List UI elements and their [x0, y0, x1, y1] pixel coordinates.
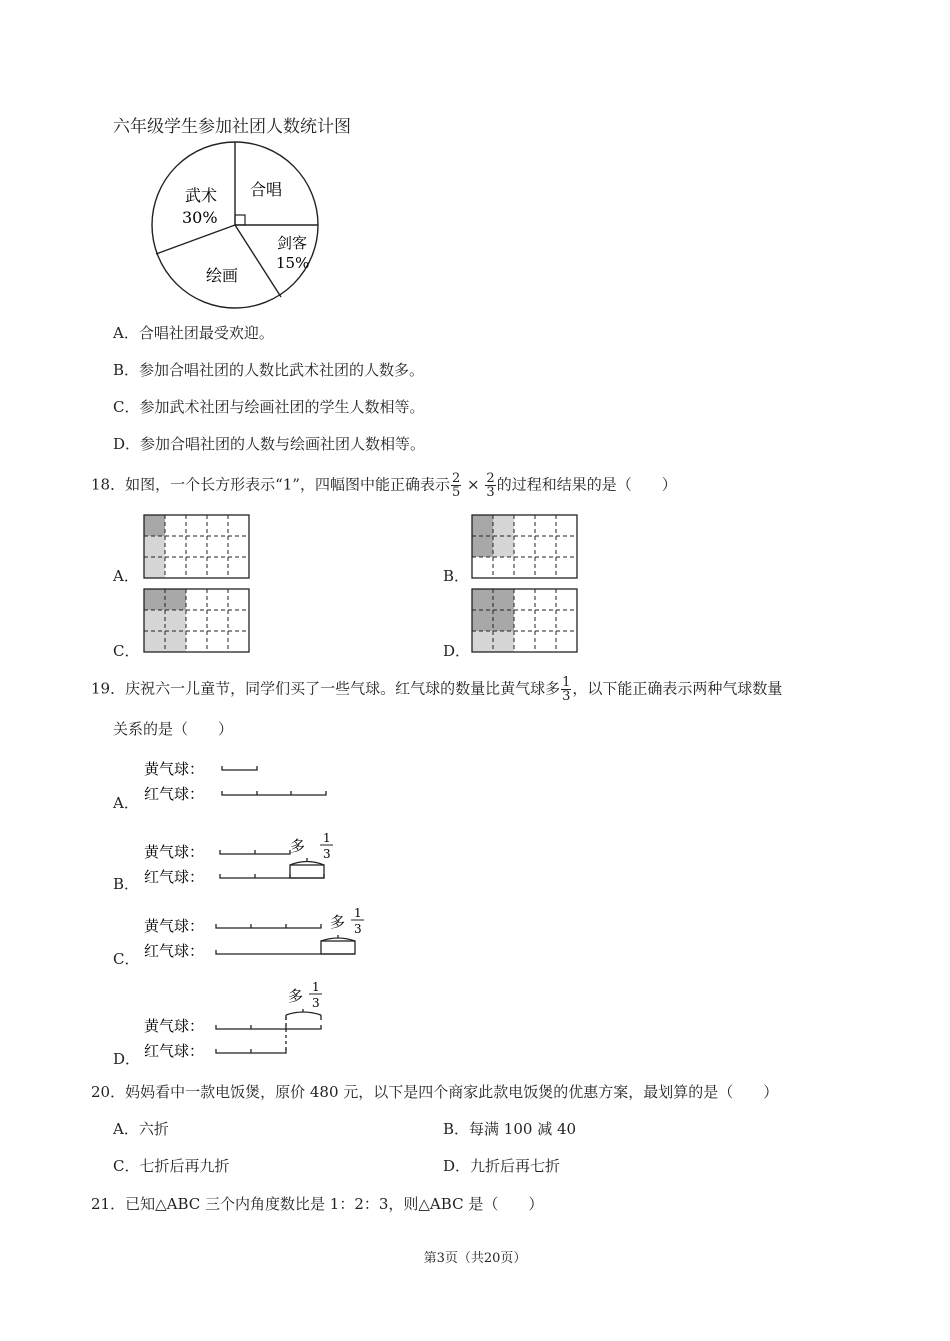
red-label: 红气球：	[144, 1042, 205, 1060]
pie-chart	[140, 135, 330, 320]
q17-option-d: D．参加合唱社团的人数与绘画社团人数相等。	[113, 435, 426, 453]
q18-fraction-1: $\frac{2}{5}$	[451, 471, 461, 500]
slice-label-chorus: 合唱	[250, 180, 283, 199]
pie-divider-left	[156, 225, 235, 254]
q18-grid-a	[143, 514, 251, 580]
more-den: 3	[323, 847, 331, 861]
right-angle-mark	[235, 215, 245, 225]
q19-diagram-a	[140, 757, 340, 807]
yellow-label: 黄气球：	[144, 1017, 205, 1035]
more-den: 3	[354, 922, 362, 936]
yellow-label: 黄气球：	[144, 843, 205, 861]
more-text: 多	[290, 837, 306, 855]
q18-grid-c	[143, 588, 251, 654]
page-footer: 第3页（共20页）	[423, 1251, 527, 1266]
red-label: 红气球：	[144, 942, 205, 960]
q18-stem	[91, 472, 677, 499]
yellow-bar	[220, 850, 290, 854]
more-num: 1	[354, 906, 362, 920]
yellow-label: 黄气球：	[144, 760, 205, 778]
q20-option-b: B．每满 100 减 40	[443, 1120, 577, 1138]
red-bar	[216, 1049, 286, 1053]
slice-label-painting: 绘画	[206, 266, 239, 285]
q19-stem-line2: 关系的是（ ）	[113, 720, 234, 738]
slice-label-fencing: 剑客	[277, 234, 308, 252]
q18-label-c: C．	[113, 642, 140, 660]
q18-stem-before: 18．如图，一个长方形表示“1”，四幅图中能正确表示	[91, 475, 450, 494]
q17-option-a: A．合唱社团最受欢迎。	[113, 324, 274, 342]
more-num: 1	[323, 831, 331, 845]
q17-option-b: B．参加合唱社团的人数比武术社团的人数多。	[113, 361, 425, 379]
q18-label-d: D．	[443, 642, 471, 660]
q18-grid-b	[471, 514, 579, 580]
yellow-bar	[216, 924, 321, 928]
more-brace	[286, 1009, 321, 1020]
q19-diagram-c	[140, 903, 370, 963]
q19-stem-after: ，以下能正确表示两种气球数量	[572, 679, 783, 698]
red-label: 红气球：	[144, 785, 205, 803]
chart-title: 六年级学生参加社团人数统计图	[113, 117, 351, 137]
q20-option-c: C．七折后再九折	[113, 1157, 230, 1175]
q19-label-d: D．	[113, 1050, 141, 1068]
q18-times: ×	[467, 475, 480, 494]
slice-label-wushu: 武术	[185, 186, 218, 205]
slice-percent-fencing: 15%	[276, 254, 310, 272]
q19-stem-before: 19．庆祝六一儿童节，同学们买了一些气球。红气球的数量比黄气球多	[91, 679, 561, 698]
more-brace	[290, 858, 324, 865]
grid-cell-dark	[144, 515, 165, 536]
q18-label-b: B．	[443, 567, 470, 585]
q18-grid-d	[471, 588, 579, 654]
more-den: 3	[312, 996, 320, 1010]
q18-fraction-2: $\frac{2}{3}$	[486, 471, 495, 500]
slice-percent-wushu: 30%	[182, 208, 218, 227]
yellow-bar	[222, 766, 257, 770]
q20-option-d: D．九折后再七折	[443, 1157, 561, 1175]
pie-divider-bottom	[235, 225, 281, 297]
extra-box	[321, 941, 355, 954]
q18-label-a: A．	[113, 567, 139, 585]
extra-box	[290, 865, 324, 878]
yellow-bar	[216, 1025, 321, 1029]
q19-fraction: $\frac{1}{3}$	[562, 675, 571, 704]
q19-label-a: A．	[113, 794, 139, 812]
red-bar	[222, 791, 326, 795]
more-brace	[321, 935, 355, 941]
q20-option-a: A．六折	[113, 1120, 169, 1138]
red-label: 红气球：	[144, 868, 205, 886]
yellow-label: 黄气球：	[144, 917, 205, 935]
q19-diagram-b	[140, 825, 350, 890]
q18-stem-after: 的过程和结果的是（ ）	[496, 475, 677, 494]
more-num: 1	[312, 982, 320, 994]
more-text: 多	[330, 913, 346, 931]
q17-option-c: C．参加武术社团与绘画社团的学生人数相等。	[113, 398, 425, 416]
more-text: 多	[288, 987, 304, 1005]
q21-stem: 21．已知△ABC 三个内角度数比是 1：2：3，则△ABC 是（ ）	[91, 1195, 544, 1213]
q19-stem	[91, 676, 782, 703]
q20-stem: 20．妈妈看中一款电饭煲，原价 480 元，以下是四个商家此款电饭煲的优惠方案，最划算的是（ ）	[91, 1083, 779, 1101]
q19-label-c: C．	[113, 950, 140, 968]
q19-label-b: B．	[113, 875, 140, 893]
q19-diagram-d	[140, 982, 350, 1062]
